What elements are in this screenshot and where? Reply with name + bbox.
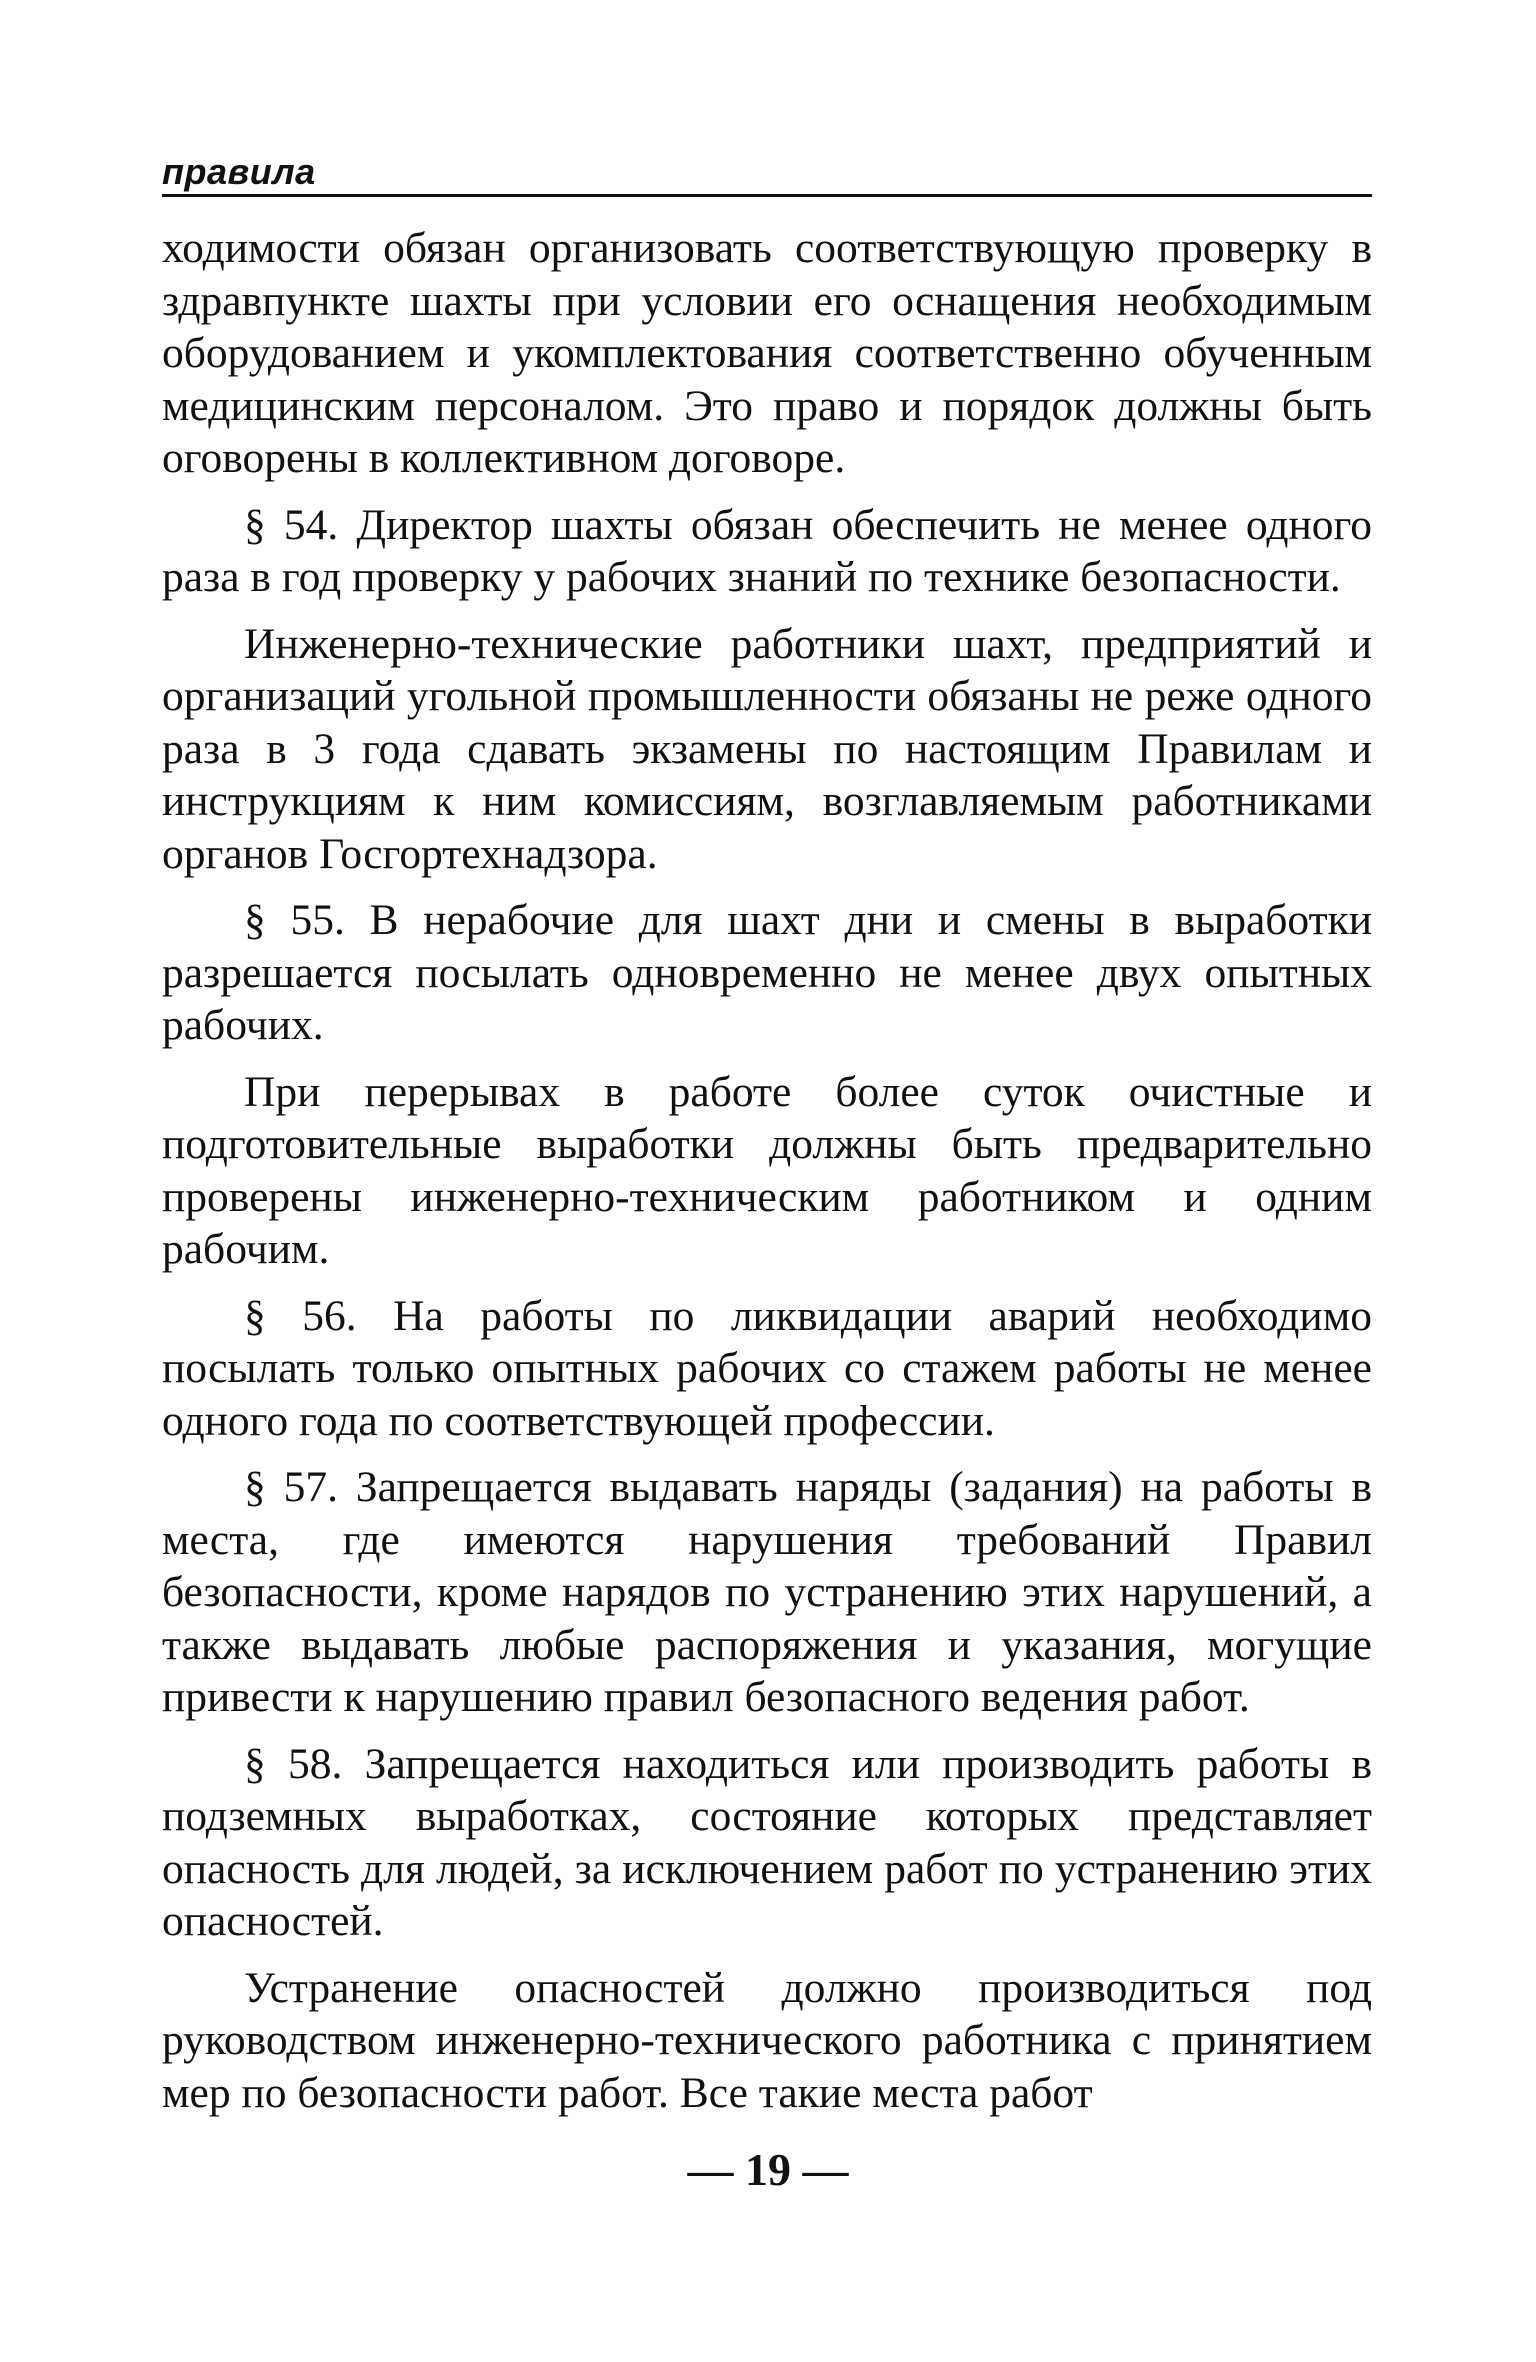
paragraph-section-58: § 58. Запрещается находиться или производить работы в подземных выработках, состояние которых представляет опасность для людей, за исключением работ по устранению этих опасностей. [162,1739,1372,1945]
paragraph-continuation: ходимости обязан организовать соответствующую проверку в здравпункте шахты при условии его оснащения необходимым оборудованием и укомплектования соответственно обученным медицинским персоналом. Это право и порядок должны быть оговорены в коллективном договоре. [162,224,1372,482]
running-head-title: правила [162,151,316,192]
paragraph-section-55: § 55. В нерабочие для шахт дни и смены в выработки разрешается посылать одновременно не менее двух опытных рабочих. [162,896,1372,1049]
running-head [162,146,1372,197]
paragraph-section-57: § 57. Запрещается выдавать наряды (задания) на работы в места, где имеются нарушения требований Правил безопасности, кроме нарядов по устранению этих нарушений, а также выдавать любые распоряжения и указания, могущие привести к нарушению правил безопасного ведения работ. [162,1463,1372,1721]
paragraph-section-54: § 54. Директор шахты обязан обеспечить не менее одного раза в год проверку у рабочих знаний по технике безопасности. [162,500,1372,601]
page-number: — 19 — [687,2144,849,2195]
body-text [162,222,1372,2133]
paragraph-work-breaks: При перерывах в работе более суток очистные и подготовительные выработки должны быть предварительно проверены инженерно-техническим работником и одним рабочим. [162,1067,1372,1273]
paragraph-hazard-elimination: Устранение опасностей должно производиться под руководством инженерно-технического работника с принятием мер по безопасности работ. Все такие места работ [162,1963,1372,2117]
paragraph-engineers-exams: Инженерно-технические работники шахт, предприятий и организаций угольной промышленности обязаны не реже одного раза в 3 года сдавать экзамены по настоящим Правилам и инструкциям к ним комиссиям, возглавляемым работниками органов Госгортехнадзора. [162,619,1372,878]
paragraph-section-56: § 56. На работы по ликвидации аварий необходимо посылать только опытных рабочих со стажем работы не менее одного года по соответствующей профессии. [162,1291,1372,1445]
